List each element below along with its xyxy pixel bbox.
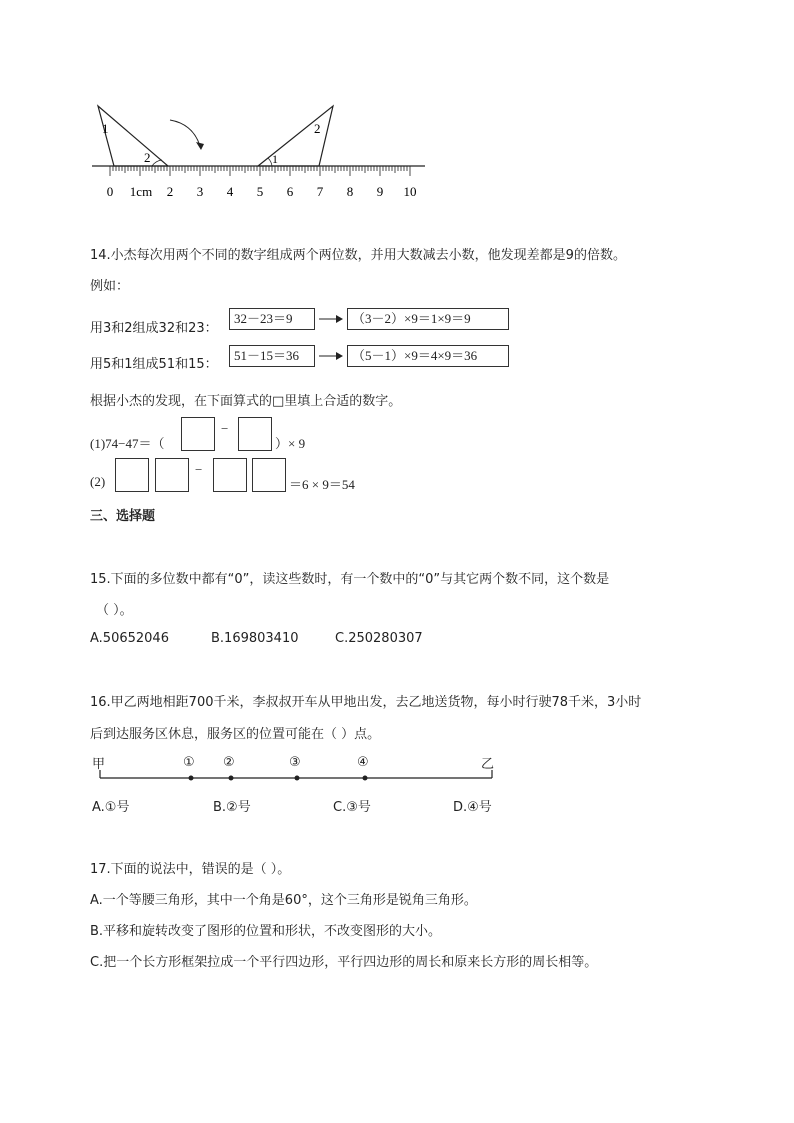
q15-option-b[interactable]: B.169803410 — [211, 631, 299, 646]
angle-label: 2 — [314, 121, 321, 136]
ruler-label: 7 — [316, 184, 324, 199]
ruler-label: 5 — [256, 184, 264, 199]
angle-label: 1 — [272, 152, 278, 166]
ruler-label: 8 — [346, 184, 354, 199]
q14-p2-suffix: ＝6 × 9＝54 — [289, 477, 355, 492]
q16-text-line2: 后到达服务区休息，服务区的位置可能在（ ）点。 — [90, 727, 381, 742]
q15-option-c[interactable]: C.250280307 — [335, 631, 423, 646]
q14-p1-prefix: (1)74−47＝（ — [90, 436, 165, 451]
q16-option-b[interactable]: B.②号 — [213, 800, 251, 815]
q16-option-a[interactable]: A.①号 — [92, 800, 130, 815]
q14-example: 例如： — [90, 279, 130, 294]
rotation-arrow — [170, 120, 200, 146]
point-dot — [229, 776, 234, 781]
q14-text: 14.小杰每次用两个不同的数字组成两个两位数，并用大数减去小数，他发现差都是9的倍数。 — [90, 248, 626, 263]
answer-box[interactable] — [238, 417, 272, 451]
q14-line1-prefix: 用3和2组成32和23： — [90, 321, 218, 336]
q15-option-a[interactable]: A.50652046 — [90, 631, 169, 646]
q14-p2-minus: − — [195, 462, 203, 477]
angle-label: 2 — [144, 150, 151, 165]
q14-line2-prefix: 用5和1组成51和15： — [90, 357, 218, 372]
ruler-label: 0 — [106, 184, 114, 199]
q14-line1-box2: （3－2）×9＝1×9＝9 — [347, 308, 509, 330]
q17-option-c[interactable]: C.把一个长方形框架拉成一个平行四边形，平行四边形的周长和原来长方形的周长相等。 — [90, 955, 598, 970]
q16-option-d[interactable]: D.④号 — [453, 800, 492, 815]
q17-option-a[interactable]: A.一个等腰三角形，其中一个角是60°，这个三角形是锐角三角形。 — [90, 893, 477, 908]
angle-label: 1 — [102, 121, 109, 136]
q15-blank: （ ）。 — [96, 603, 133, 618]
q17-text: 17.下面的说法中，错误的是（ ）。 — [90, 862, 291, 877]
distance-line — [90, 768, 500, 784]
answer-box[interactable] — [181, 417, 215, 451]
q16-text-line1: 16.甲乙两地相距700千米，李叔叔开车从甲地出发，去乙地送货物，每小时行驶78千米，3小时 — [90, 695, 642, 710]
q14-line1-box1: 32－23＝9 — [229, 308, 315, 330]
point-dot — [363, 776, 368, 781]
answer-box[interactable] — [213, 458, 247, 492]
answer-box[interactable] — [115, 458, 149, 492]
ruler-triangles-figure — [90, 100, 435, 205]
q17-option-b[interactable]: B.平移和旋转改变了图形的位置和形状，不改变图形的大小。 — [90, 924, 442, 939]
ruler-label: 10 — [403, 184, 417, 199]
ruler-label: 1cm — [129, 184, 153, 199]
q16-option-c[interactable]: C.③号 — [333, 800, 371, 815]
point-label: ③ — [289, 755, 301, 770]
q14-line2-box2: （5－1）×9＝4×9＝36 — [347, 345, 509, 367]
ruler-label: 9 — [376, 184, 384, 199]
end-label: 乙 — [481, 757, 495, 772]
arrow-icon — [319, 313, 343, 325]
ruler-label: 2 — [166, 184, 174, 199]
point-label: ② — [223, 755, 235, 770]
q15-text: 15.下面的多位数中都有“0”，读这些数时，有一个数中的“0”与其它两个数不同，这个数是 — [90, 572, 610, 587]
q14-instruction: 根据小杰的发现，在下面算式的□里填上合适的数字。 — [90, 394, 402, 409]
ruler-label: 4 — [226, 184, 234, 199]
q14-line2-box1: 51－15＝36 — [229, 345, 315, 367]
answer-box[interactable] — [155, 458, 189, 492]
point-dot — [295, 776, 300, 781]
point-label: ④ — [357, 755, 369, 770]
arrow-icon — [319, 350, 343, 362]
ruler-label: 6 — [286, 184, 294, 199]
point-dot — [189, 776, 194, 781]
ruler-label: 3 — [196, 184, 204, 199]
start-label: 甲 — [92, 757, 106, 772]
q14-p2-prefix: (2) — [90, 474, 106, 489]
left-triangle — [98, 106, 168, 166]
q14-p1-minus: − — [221, 421, 229, 436]
point-label: ① — [183, 755, 195, 770]
answer-box[interactable] — [252, 458, 286, 492]
right-triangle — [258, 106, 333, 166]
section-title: 三、选择题 — [90, 509, 156, 524]
q14-p1-suffix: ）× 9 — [275, 436, 306, 451]
